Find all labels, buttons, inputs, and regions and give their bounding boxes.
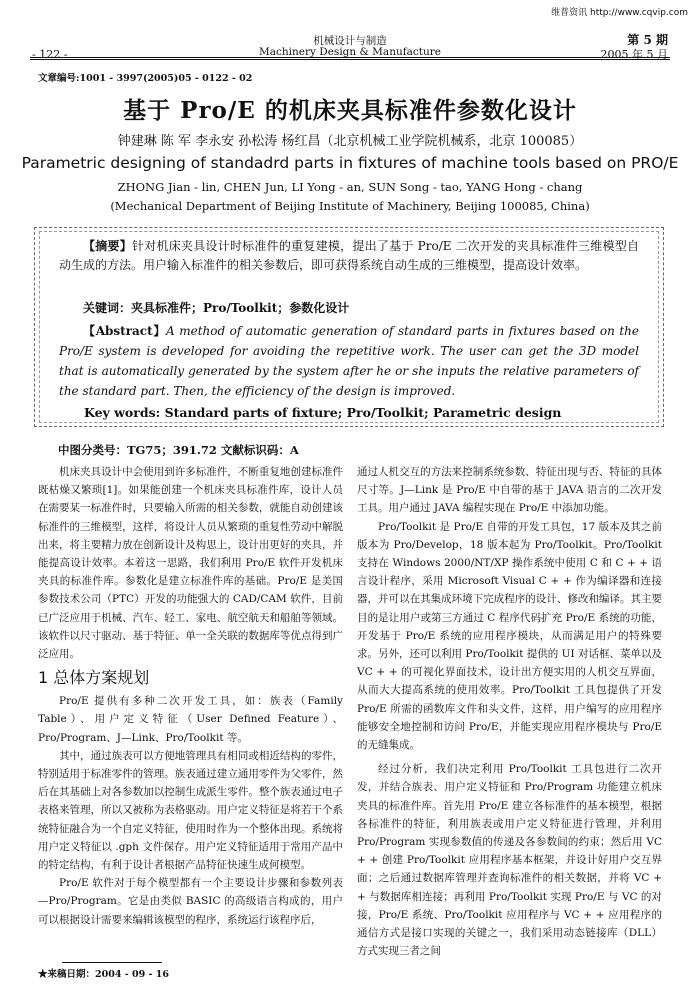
abstract-box [34, 227, 664, 427]
abstract-cn-label: 【摘要】 [83, 239, 132, 253]
body-paragraph: 通过人机交互的方法来控制系统参数、特征出现与否、特征的具体尺寸等。J—Link 是 Pro/E 中自带的基于 JAVA 语言的二次开发工具。用户通过 JAVA 编程实现在 Pro/E 中添加功能。 [357, 466, 662, 515]
keywords-cn-label: 关键词： [83, 301, 132, 315]
keywords-en-text: Standard parts of fixture; Pro/Toolkit; Parametric design [164, 405, 562, 420]
body-paragraph: Pro/E 软件对于每个模型都有一个主要设计步骤和参数列表—Pro/Program。它是由类似 BASIC 的高级语言构成的，用户可以根据设计需要来编辑该模型的程序，系统运行该程序后， [38, 877, 343, 926]
publication-date: 2005 年 5 月 [600, 48, 668, 61]
page-title: 基于 Pro/E 的机床夹具标准件参数化设计 [123, 97, 577, 124]
journal-name-en: Machinery Design & Manufacture [259, 46, 441, 58]
left-column [38, 463, 343, 929]
header-rule-thin [30, 59, 670, 60]
abstract-en-label: 【Abstract】 [83, 324, 167, 338]
footnote-rule [62, 962, 162, 963]
affiliation-en: (Mechanical Department of Beijing Institute of Machinery, Beijing 100085, China) [110, 199, 590, 213]
abstract-en-text: A method of automatic generation of standard parts in fixtures based on the Pro/E system is developed for avoiding the repetitive work. The user can get the 3D model that is automatically generated by the system after he or she inputs the relative parameters of the standard part. Then, the efficiency of the design is improved. [59, 324, 640, 398]
right-column [357, 463, 662, 960]
title-en: Parametric designing of standadrd parts in fixtures of machine tools based on PRO/E [21, 154, 679, 172]
abstract-en [59, 321, 639, 401]
footnote-received-date: ★来稿日期：2004 - 09 - 16 [38, 969, 169, 980]
keywords-cn [59, 299, 639, 318]
authors-en: ZHONG Jian - lin, CHEN Jun, LI Yong - an, SUN Song - tao, YANG Hong - chang [117, 180, 583, 194]
body-paragraph: 经过分析，我们决定利用 Pro/Toolkit 工具包进行二次开发，并结合族表、用户定义特征和 Pro/Program 功能建立机床夹具的标准件库。首先用 Pro/E 建立各标准件的基本模型，根据各标准件的特征，利用族表或用户定义特征进行管理，并利用 Pro/Program 实现参数值的传递及各参数间的约束；然后用 VC + + 创建 Pro/Toolkit 应用程序基本框架，并设计好用户交互界面；之后通过数据库管理并查询标准件的相关数据，并将 VC + + 与数据库相连接；再利用 Pro/Toolkit 实现 Pro/E 与 VC 的对接，Pro/E 系统、Pro/Toolkit 应用程序与 VC + + 应用程序的通信方式是接口实现的关键之一，我们采用动态链接库（DLL）方式实现三者之间 [357, 763, 662, 958]
abstract-cn [59, 237, 639, 275]
section-heading: 1 总体方案规划 [38, 668, 150, 688]
authors-cn: 钟建琳 陈 军 李永安 孙松涛 杨红昌（北京机械工业学院机械系，北京 100085） [117, 134, 583, 149]
watermark: 维普资讯 http://www.cqvip.com [551, 8, 688, 18]
body-paragraph: Pro/E 提供有多种二次开发工具，如：族表（Family Table）、用户定义特征（User Defined Feature）、Pro/Program、J—Link、Pro/Toolkit 等。 [38, 695, 343, 744]
body-paragraph: 其中，通过族表可以方便地管理具有相同或相近结构的零件，特别适用于标准零件的管理。族表通过建立通用零件为父零件，然后在其基础上对各参数加以控制生成派生零件。整个族表通过电子表格来管理，所以又被称为表格驱动。用户定义特征是将若干个系统特征融合为一个自定义特征，使用时作为一个整体出现。系统将用户定义特征以 .gph 文件保存。用户定义特征适用于常用产品中的特定结构，有利于设计者根据产品特征快速生成何模型。 [38, 749, 343, 872]
article-id: 文章编号:1001 - 3997(2005)05 - 0122 - 02 [38, 73, 253, 84]
journal-name-cn: 机械设计与制造 [313, 35, 387, 47]
keywords-en [59, 403, 639, 422]
page-number: - 122 - [32, 48, 68, 61]
issue-number: 第 5 期 [627, 33, 668, 47]
classification: 中图分类号：TG75；391.72 文献标识码：A [58, 443, 299, 457]
abstract-cn-text: 针对机床夹具设计时标准件的重复建模，提出了基于 Pro/E 二次开发的夹具标准件三维模型自动生成的方法。用户输入标准件的相关参数后，即可获得系统自动生成的三维模型，提高设计效率。 [59, 239, 639, 272]
body-paragraph: Pro/Toolkit 是 Pro/E 自带的开发工具包，17 版本及其之前版本为 Pro/Develop，18 版本起为 Pro/Toolkit。Pro/Toolkit 支持在 Windows 2000/NT/XP 操作系统中使用 C 和 C + + 语言设计程序，采用 Microsoft Visual C + + 作为编译器和连接器，并可以在其集成环境下完成程序的设计、修改和编译。其主要目的是让用户或第三方通过 C 程序代码扩充 Pro/E 系统的功能，开发基于 Pro/E 系统的应用程序模块，从而满足用户的特殊要求。另外，还可以利用 Pro/Toolkit 提供的 UI 对话框、菜单以及 VC + + 的可视化界面技术，设计出方便实用的人机交互界面，从而大大提高系统的使用效率。Pro/Toolkit 工具包提供了开发 Pro/E 所需的函数库文件和头文件，这样，用户编写的应用程序能够安全地控制和访问 Pro/E，并能实现应用程序模块与 Pro/E 的无缝集成。 [357, 520, 662, 752]
body-paragraph: 机床夹具设计中会使用到许多标准件，不断重复地创建标准件既枯燥又繁琐[1]。如果能创建一个机床夹具标准件库，设计人员在需要某一标准件时，只要输入所需的相关参数，就能自动创建该标准件的三维模型，这样，将设计人员从繁琐的重复性劳动中解脱出来，将主要精力放在创新设计及构思上，设计出更好的夹具，并能提高设计效率。本着这一思路，我们利用 Pro/E 软件开发机床夹具的标准件库。参数化是建立标准件库的基础。Pro/E 是美国参数技术公司（PTC）开发的功能强大的 CAD/CAM 软件，目前已广泛应用于机械、汽车、轻工、家电、航空航天和船舶等领域。该软件以尺寸驱动、基于特征、单一全关联的数据库等优点得到广泛应用。 [38, 466, 343, 661]
header-rule [30, 57, 670, 58]
keywords-cn-text: 夹具标准件；Pro/Toolkit；参数化设计 [131, 301, 350, 315]
keywords-en-label: Key words: [84, 405, 161, 420]
